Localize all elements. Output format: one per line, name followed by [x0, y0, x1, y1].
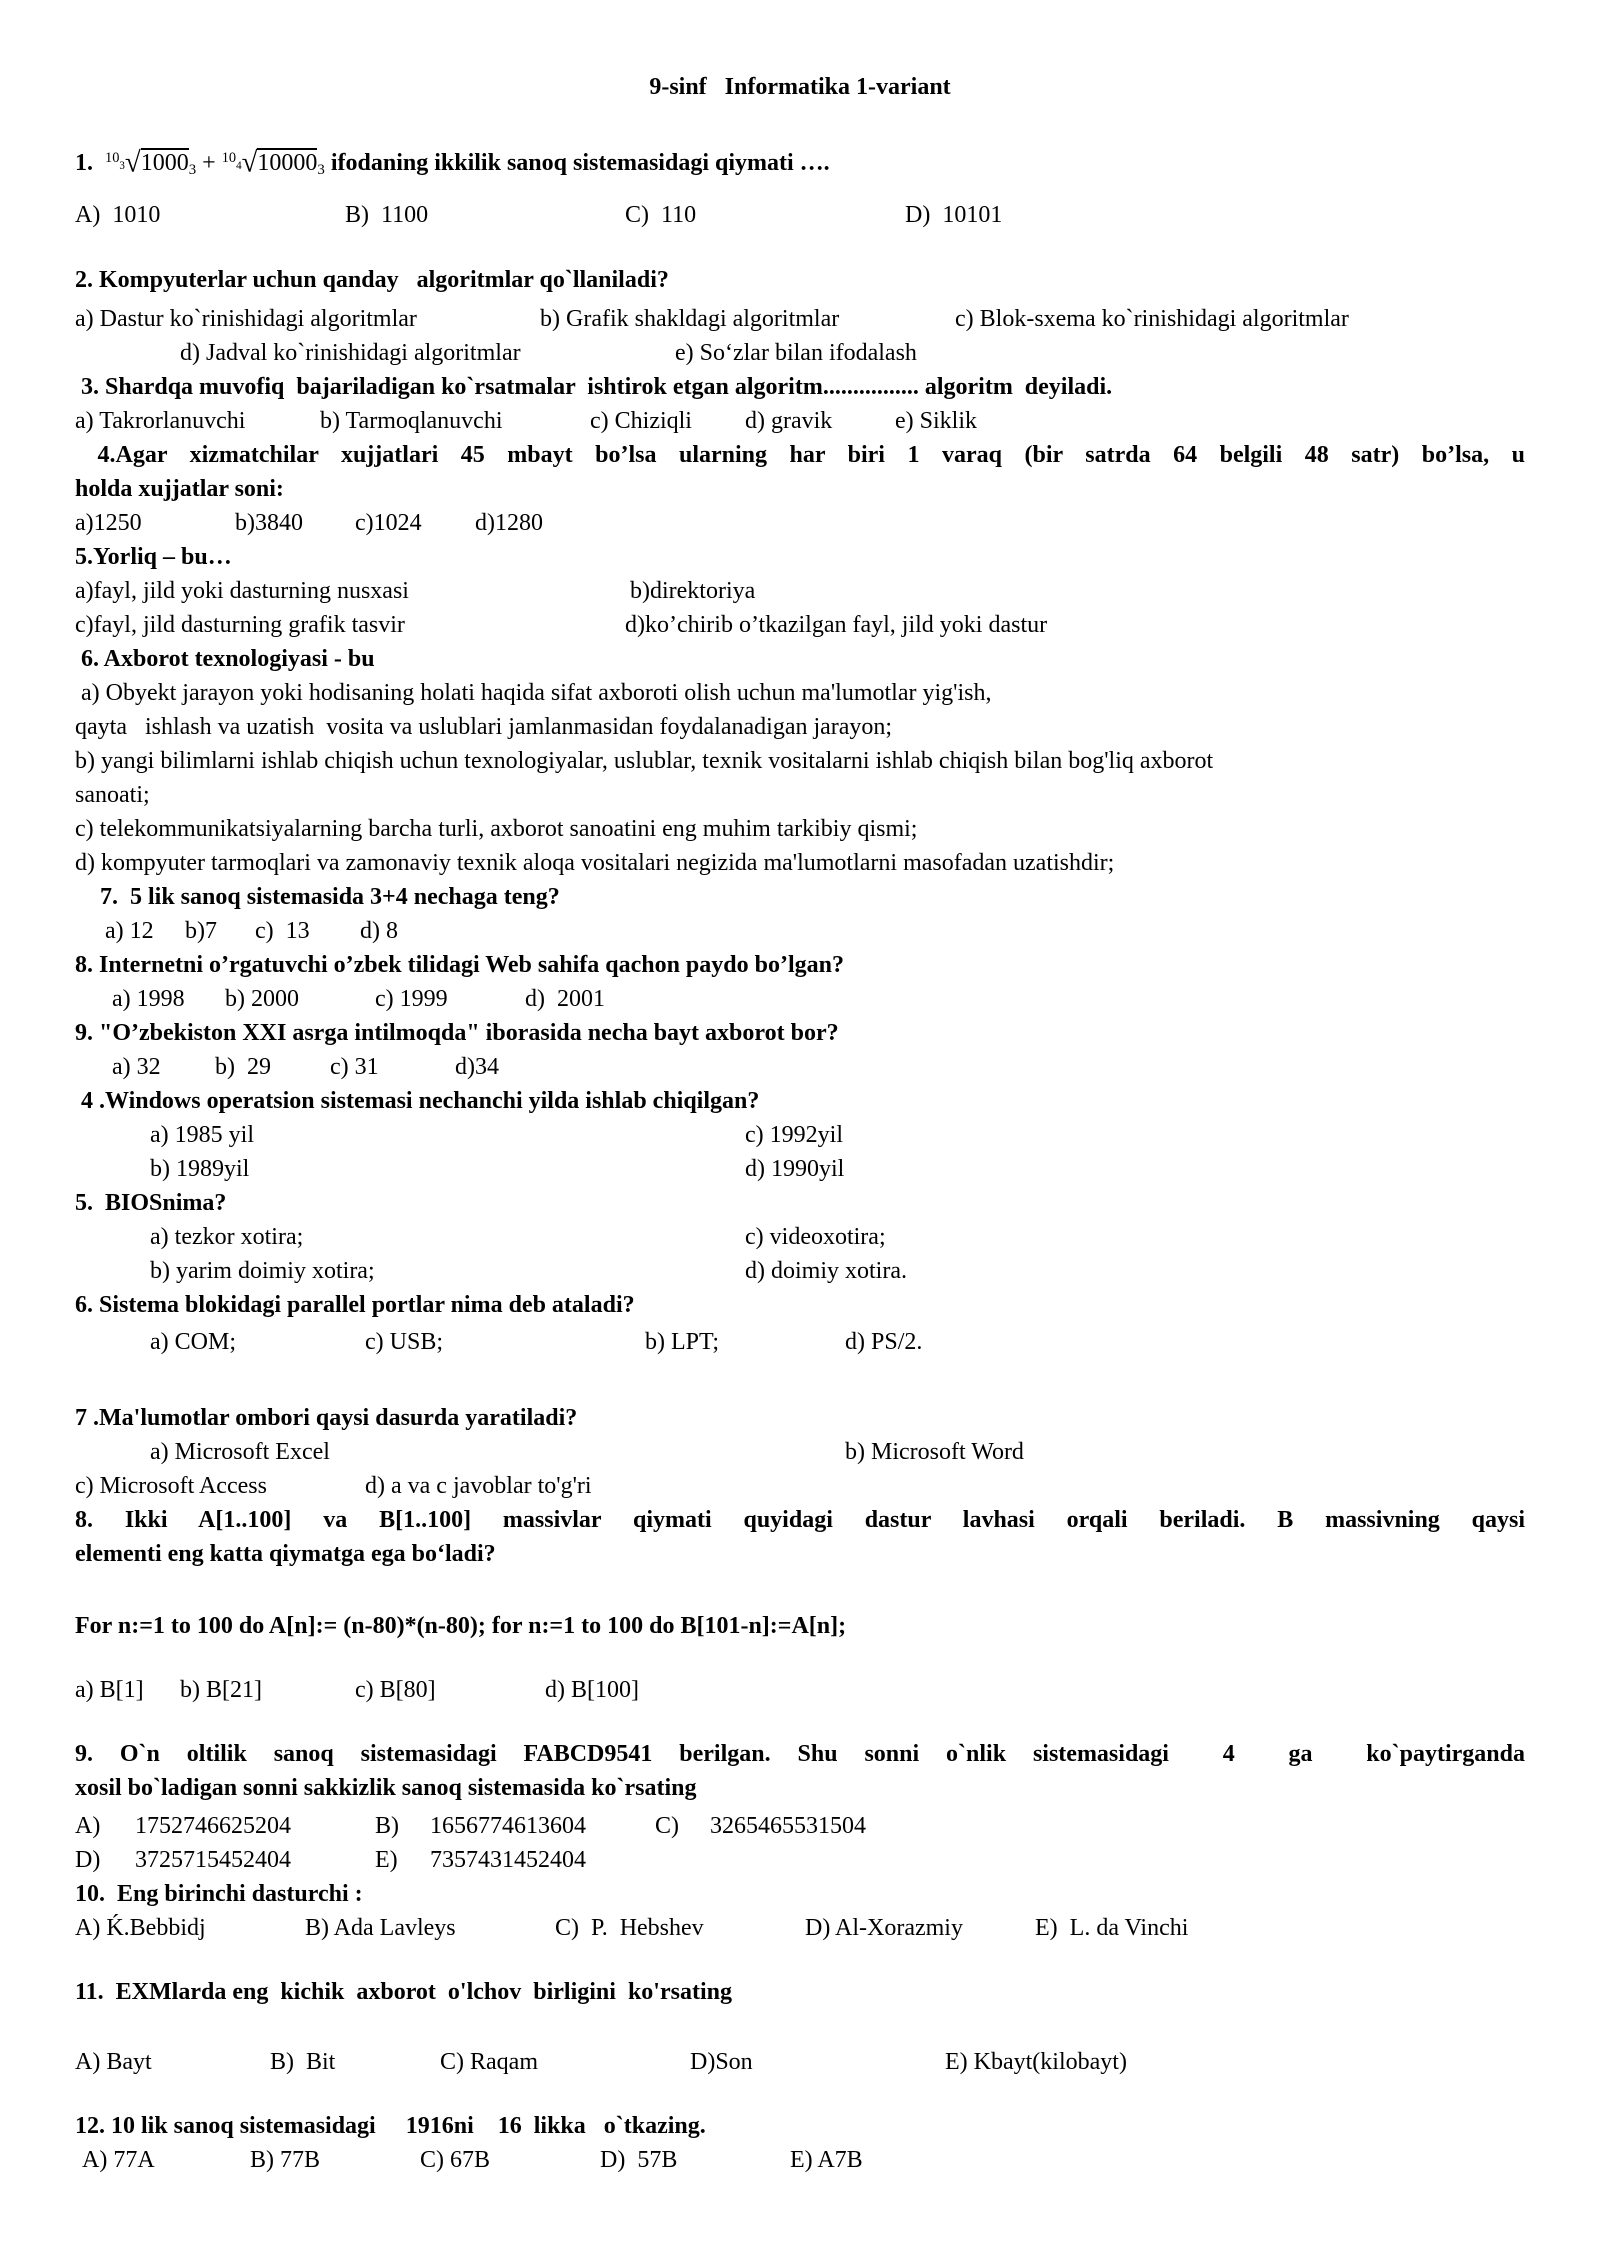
question-5b-options-1-segment: c) videoxotira;	[745, 1224, 886, 1251]
question-7-options-segment: a) 12	[105, 918, 154, 945]
question-4-options-segment: a)1250	[75, 510, 142, 537]
question-12: 12. 10 lik sanoq sistemasidagi 1916ni 16 likka o`tkazing.	[75, 2113, 706, 2140]
question-8-options-segment: d) 2001	[525, 986, 605, 1013]
question-7-options-segment: c) 13	[255, 918, 310, 945]
question-8b-line-1: 8. Ikki A[1..100] va B[1..100] massivlar qiymati quyidagi dastur lavhasi orqali beriladi. B massivning qaysi	[75, 1507, 1525, 1534]
question-8b-options-segment: d) B[100]	[545, 1677, 639, 1704]
question-7-options	[75, 914, 1525, 948]
question-3-options-segment: e) Siklik	[895, 408, 977, 435]
question-5-options-2-segment: c)fayl, jild dasturning grafik tasvir	[75, 612, 405, 639]
question-7b-options-1-segment: b) Microsoft Word	[845, 1439, 1024, 1466]
question-1-segment: +	[196, 149, 222, 176]
question-6-option-d: d) kompyuter tarmoqlari va zamonaviy texnik aloqa vositalari negizida ma'lumotlarni masofadan uzatishdir;	[75, 850, 1115, 877]
question-7-options-segment: d) 8	[360, 918, 398, 945]
question-8-options-segment: c) 1999	[375, 986, 448, 1013]
question-5-options-2	[75, 608, 1525, 642]
question-2-options-1-segment: a) Dastur ko`rinishidagi algoritmlar	[75, 306, 417, 333]
question-1-segment: √	[124, 146, 141, 179]
question-9b-options-1-segment: A)	[75, 1813, 101, 1840]
question-6-option-a-2: qayta ishlash va uzatish vosita va uslublari jamlanmasidan foydalanadigan jarayon;	[75, 714, 893, 741]
question-6-option-a-1: a) Obyekt jarayon yoki hodisaning holati haqida sifat axboroti olish uchun ma'lumotlar yig'ish,	[75, 680, 992, 707]
question-3: 3. Shardqa muvofiq bajariladigan ko`rsatmalar ishtirok etgan algoritm................ algoritm deyiladi.	[75, 374, 1113, 401]
question-1-segment: 1000	[140, 149, 189, 176]
question-7b-options-1-segment: a) Microsoft Excel	[150, 1439, 330, 1466]
question-8b-options-segment: c) B[80]	[355, 1677, 436, 1704]
question-8b-options-segment: a) B[1]	[75, 1677, 144, 1704]
question-1-segment: 1.	[75, 149, 105, 176]
question-12-options-segment: B) 77B	[250, 2147, 321, 2174]
question-9b-line-1: 9. O`n oltilik sanoq sistemasidagi FABCD9541 berilgan. Shu sonni o`nlik sistemasidagi 4 ga ko`paytirganda	[75, 1741, 1525, 1768]
question-1	[75, 141, 1525, 187]
question-9-options-segment: a) 32	[112, 1054, 161, 1081]
question-6b-options	[75, 1325, 1525, 1359]
question-8-options	[75, 982, 1525, 1016]
question-4b-options-1-segment: a) 1985 yil	[150, 1122, 254, 1149]
question-1-options	[75, 198, 1525, 232]
question-11-options	[75, 2045, 1525, 2079]
question-2-options-2-segment: d) Jadval ko`rinishidagi algoritmlar	[180, 340, 521, 367]
question-9b-options-2-segment: E)	[375, 1847, 398, 1874]
question-1-segment: 4	[236, 159, 242, 172]
question-7: 7. 5 lik sanoq sistemasida 3+4 nechaga teng?	[100, 884, 560, 911]
question-2-options-2	[75, 336, 1525, 370]
question-12-options-segment: A) 77A	[82, 2147, 155, 2174]
question-7b-options-2-segment: d) a va c javoblar to'g'ri	[365, 1473, 592, 1500]
question-2-options-1-segment: b) Grafik shakldagi algoritmlar	[540, 306, 840, 333]
question-10-options	[75, 1911, 1525, 1945]
question-1-segment: ifodaning ikkilik sanoq sistemasidagi qiymati ….	[324, 149, 830, 176]
question-10-options-segment: D) Al-Xorazmiy	[805, 1915, 963, 1942]
question-10-options-segment: C) P. Hebshev	[555, 1915, 704, 1942]
question-5b-options-2-segment: d) doimiy xotira.	[745, 1258, 907, 1285]
question-9: 9. "O’zbekiston XXI asrga intilmoqda" iborasida necha bayt axborot bor?	[75, 1020, 839, 1047]
question-8b-line-2: elementi eng katta qiymatga ega bo‘ladi?	[75, 1541, 496, 1568]
question-4-options	[75, 506, 1525, 540]
question-8b-code: For n:=1 to 100 do A[n]:= (n-80)*(n-80); for n:=1 to 100 do B[101-n]:=A[n];	[75, 1613, 847, 1640]
question-6b-options-segment: d) PS/2.	[845, 1329, 923, 1356]
question-9-options-segment: c) 31	[330, 1054, 379, 1081]
question-4b-options-1-segment: c) 1992yil	[745, 1122, 843, 1149]
question-1-segment: 3	[317, 162, 325, 179]
question-10-options-segment: B) Ada Lavleys	[305, 1915, 456, 1942]
question-11-options-segment: A) Bayt	[75, 2049, 152, 2076]
question-5b-options-2	[75, 1254, 1525, 1288]
question-9b-options-1-segment: 1752746625204	[135, 1813, 291, 1840]
question-1-segment: 10	[105, 150, 120, 166]
question-2-options-2-segment: e) So‘zlar bilan ifodalash	[675, 340, 917, 367]
question-11-options-segment: B) Bit	[270, 2049, 336, 2076]
question-3-options-segment: a) Takrorlanuvchi	[75, 408, 246, 435]
question-8-options-segment: a) 1998	[112, 986, 185, 1013]
question-9b-options-1	[75, 1809, 1525, 1843]
question-1-options-segment: A) 1010	[75, 202, 161, 229]
question-8b-options-segment: b) B[21]	[180, 1677, 262, 1704]
question-6b-options-segment: c) USB;	[365, 1329, 443, 1356]
question-9b-options-1-segment: 3265465531504	[710, 1813, 866, 1840]
question-5-options-1	[75, 574, 1525, 608]
question-1-segment: 3	[188, 162, 197, 179]
question-5-options-1-segment: a)fayl, jild yoki dasturning nusxasi	[75, 578, 409, 605]
question-5b-options-1-segment: a) tezkor xotira;	[150, 1224, 304, 1251]
question-11-options-segment: E) Kbayt(kilobayt)	[945, 2049, 1127, 2076]
question-3-options	[75, 404, 1525, 438]
question-12-options-segment: D) 57B	[600, 2147, 678, 2174]
question-12-options-segment: E) A7B	[790, 2147, 863, 2174]
question-9b-line-2: xosil bo`ladigan sonni sakkizlik sanoq sistemasida ko`rsating	[75, 1775, 697, 1802]
question-12-options-segment: C) 67B	[420, 2147, 491, 2174]
question-9b-options-1-segment: B)	[375, 1813, 399, 1840]
question-4-line-2: holda xujjatlar soni:	[75, 476, 284, 503]
question-7b-options-2	[75, 1469, 1525, 1503]
question-9b-options-2-segment: D)	[75, 1847, 101, 1874]
question-2-options-1	[75, 302, 1525, 336]
question-1-segment: √	[241, 146, 258, 179]
question-7b: 7 .Ma'lumotlar ombori qaysi dasurda yaratiladi?	[75, 1405, 578, 1432]
question-2-options-1-segment: c) Blok-sxema ko`rinishidagi algoritmlar	[955, 306, 1349, 333]
question-4b-options-1	[75, 1118, 1525, 1152]
question-3-options-segment: c) Chiziqli	[590, 408, 692, 435]
question-11: 11. EXMlarda eng kichik axborot o'lchov birligini ko'rsating	[75, 1979, 732, 2006]
question-6b-options-segment: a) COM;	[150, 1329, 236, 1356]
question-3-options-segment: b) Tarmoqlanuvchi	[320, 408, 503, 435]
question-5: 5.Yorliq – bu…	[75, 544, 232, 571]
question-6b: 6. Sistema blokidagi parallel portlar nima deb ataladi?	[75, 1292, 635, 1319]
question-5b-options-1	[75, 1220, 1525, 1254]
question-11-options-segment: D)Son	[690, 2049, 753, 2076]
doc-title: 9-sinf Informatika 1-variant	[649, 74, 951, 100]
question-7-options-segment: b)7	[185, 918, 217, 945]
question-8b-options	[75, 1673, 1525, 1707]
question-6b-options-segment: b) LPT;	[645, 1329, 720, 1356]
question-4b-options-2-segment: d) 1990yil	[745, 1156, 845, 1183]
question-7b-options-2-segment: c) Microsoft Access	[75, 1473, 267, 1500]
question-4-options-segment: d)1280	[475, 510, 543, 537]
question-4-options-segment: c)1024	[355, 510, 422, 537]
question-9b-options-1-segment: 1656774613604	[430, 1813, 586, 1840]
question-10-options-segment: A) Ḱ.Bebbidj	[75, 1915, 206, 1942]
question-8-options-segment: b) 2000	[225, 986, 299, 1013]
question-9b-options-2-segment: 3725715452404	[135, 1847, 291, 1874]
question-9b-options-2	[75, 1843, 1525, 1877]
question-10-options-segment: E) L. da Vinchi	[1035, 1915, 1189, 1942]
question-8: 8. Internetni o’rgatuvchi o’zbek tilidagi Web sahifa qachon paydo bo’lgan?	[75, 952, 844, 979]
question-9-options	[75, 1050, 1525, 1084]
question-7b-options-1	[75, 1435, 1525, 1469]
question-4-options-segment: b)3840	[235, 510, 303, 537]
question-1-segment: 10	[221, 150, 237, 166]
question-12-options	[75, 2143, 1525, 2177]
question-4-line-1: 4.Agar xizmatchilar xujjatlari 45 mbayt bo’lsa ularning har biri 1 varaq (bir satrda 64 belgili 48 satr) bo’lsa, u	[75, 442, 1525, 469]
question-9b-options-2-segment: 7357431452404	[430, 1847, 586, 1874]
question-5b: 5. BIOSnima?	[75, 1190, 227, 1217]
question-11-options-segment: C) Raqam	[440, 2049, 538, 2076]
question-4b-options-2-segment: b) 1989yil	[150, 1156, 250, 1183]
question-10: 10. Eng birinchi dasturchi :	[75, 1881, 363, 1908]
question-1-segment: 3	[119, 159, 125, 172]
question-6-option-b-2: sanoati;	[75, 782, 150, 809]
question-9-options-segment: d)34	[455, 1054, 499, 1081]
question-6: 6. Axborot texnologiyasi - bu	[75, 646, 375, 673]
question-3-options-segment: d) gravik	[745, 408, 833, 435]
question-5-options-2-segment: d)ko’chirib o’tkazilgan fayl, jild yoki dastur	[625, 612, 1048, 639]
question-5-options-1-segment: b)direktoriya	[630, 578, 756, 605]
question-4b-options-2	[75, 1152, 1525, 1186]
question-2: 2. Kompyuterlar uchun qanday algoritmlar qo`llaniladi?	[75, 267, 669, 294]
question-5b-options-2-segment: b) yarim doimiy xotira;	[150, 1258, 375, 1285]
question-4b: 4 .Windows operatsion sistemasi nechanchi yilda ishlab chiqilgan?	[75, 1088, 760, 1115]
test-document-page	[75, 70, 1525, 2177]
question-9-options-segment: b) 29	[215, 1054, 271, 1081]
question-6-option-b-1: b) yangi bilimlarni ishlab chiqish uchun texnologiyalar, uslublar, texnik vositalarni ishlab chiqish bilan bog'liq axborot	[75, 748, 1214, 775]
question-1-options-segment: C) 110	[625, 202, 697, 229]
question-6-option-c: c) telekommunikatsiyalarning barcha turli, axborot sanoatini eng muhim tarkibiy qismi;	[75, 816, 918, 843]
question-1-segment: 10000	[257, 149, 318, 176]
question-1-options-segment: B) 1100	[345, 202, 429, 229]
question-1-options-segment: D) 10101	[905, 202, 1003, 229]
question-9b-options-1-segment: C)	[655, 1813, 679, 1840]
